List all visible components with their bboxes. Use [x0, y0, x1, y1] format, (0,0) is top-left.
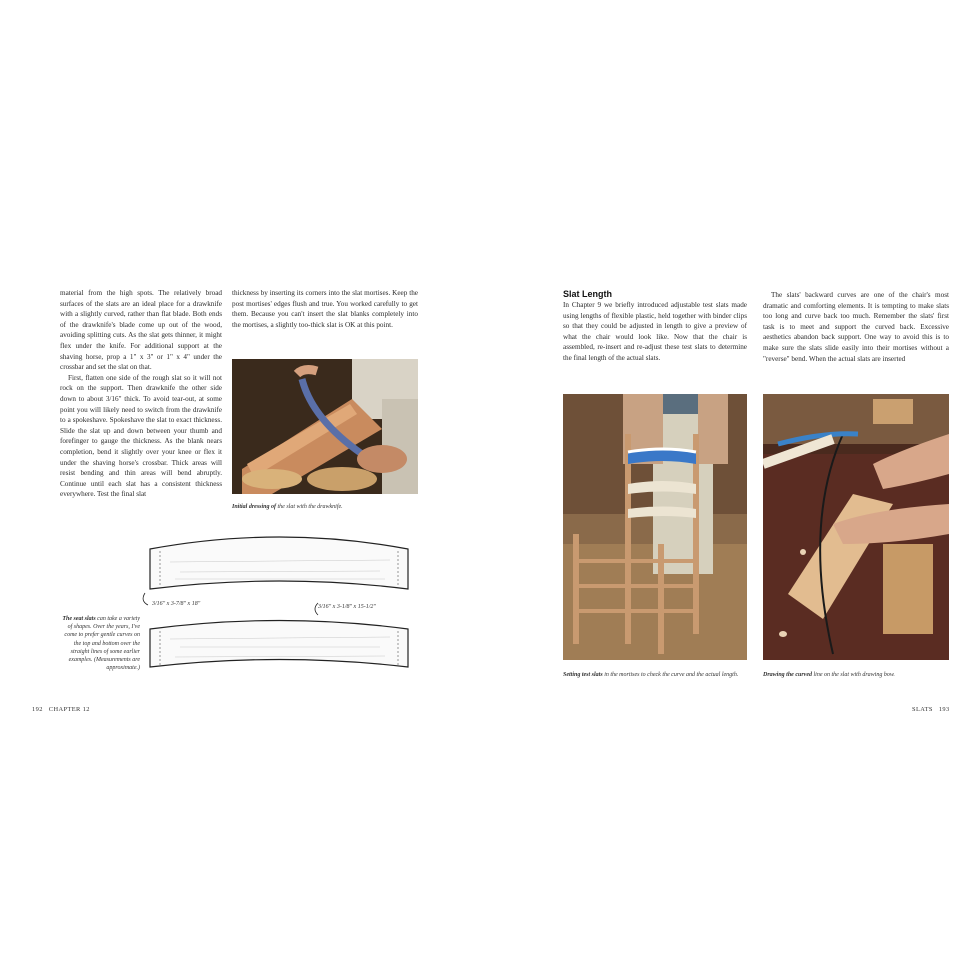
slat-drawing — [140, 527, 420, 687]
photo-caption — [232, 503, 418, 511]
caption-text: the slat with the drawknife. — [276, 504, 343, 510]
chair-photo-caption — [563, 671, 747, 679]
right-column-1 — [563, 300, 747, 364]
right-folio — [912, 706, 950, 713]
paragraph: material from the high spots. The relatively broad surfaces of the slats are an ideal place for a drawknife with a slightly curved, rather than flat blade. Both ends of the drawknife's blade come up out of the wood, avoiding splitting cuts. As the slat gets thinner, it might flex under the knife. For additional support at the shaving horse, prop a 1" x 3" or 1" x 4" under the crossbar and set the slat on that. — [60, 289, 222, 372]
caption-lead: The seat slats — [62, 616, 96, 622]
section-heading: Slat Length — [563, 289, 612, 299]
dimension-top: 3/16" x 3-7/8" x 18" — [152, 601, 201, 607]
left-column-2 — [232, 288, 418, 330]
caption-text: can take a variety of shapes. Over the years, I've come to prefer gentle curves on the top and bottom over the straight lines of some earlier examples. (Measurements are approximate.) — [64, 616, 140, 672]
drawing-bow-photo — [763, 394, 949, 660]
drawing-bow-caption — [763, 671, 949, 679]
page-number: 193 — [938, 706, 950, 713]
caption-lead: Initial dressing of — [232, 504, 277, 510]
caption-text: in the mortises to check the curve and the actual length. — [602, 672, 739, 678]
caption-lead: Setting test slats — [563, 672, 603, 678]
left-folio — [32, 706, 90, 713]
running-head: SLATS — [912, 706, 933, 713]
caption-text: line on the slat with drawing bow. — [812, 672, 895, 678]
paragraph: In Chapter 9 we briefly introduced adjustable test slats made using lengths of flexible plastic, held together with binder clips so that they could be adjusted in length to give a preview of what the chair would look like. Now that the chair is assembled, re-insert and re-adjust these test slats to determine the final length of the actual slats. — [563, 301, 747, 362]
right-column-2 — [763, 290, 949, 364]
caption-lead: Drawing the curved — [763, 672, 813, 678]
slat-drawing-caption — [60, 615, 140, 672]
paragraph: thickness by inserting its corners into the slat mortises. Keep the post mortises' edges flush and true. You worked carefully to get them. Because you can't insert the slat blanks completely into the mortises, a slightly too-thick slat is OK at this point. — [232, 289, 418, 329]
running-head: CHAPTER 12 — [48, 706, 90, 713]
chair-test-slats-photo — [563, 394, 747, 660]
drawknife-photo — [232, 359, 418, 494]
left-column-1 — [60, 288, 222, 500]
dimension-bottom: 3/16" x 3-1/8" x 15-1/2" — [318, 604, 376, 610]
paragraph: First, flatten one side of the rough slat so it will not rock on the support. Then drawknife the other side down to about 3/16" thick. To avoid tear-out, at some point you will likely need to switch from the drawknife to a spokeshave. Spokeshave the slat to exact thickness. Slide the slat up and down between your thumb and forefinger to gauge the thickness. As the blank nears completion, bend it slightly over your knee or flex it under the shaving horse's crossbar. Thick areas will resist bending and thin areas will bend abruptly. Continue until each slat has a consistent thickness everywhere. Test the final slat — [60, 373, 222, 499]
page-number: 192 — [32, 706, 43, 713]
paragraph: The slats' backward curves are one of the chair's most dramatic and comforting elements. It is tempting to make slats too long and curve back too much. Remember the slats' first task is to meet and support the curved back. Excessive aesthetics abandon back support. One way to avoid this is to make sure the slats slide easily into their mortises without a "reverse" bend. When the actual slats are inserted — [763, 291, 949, 363]
